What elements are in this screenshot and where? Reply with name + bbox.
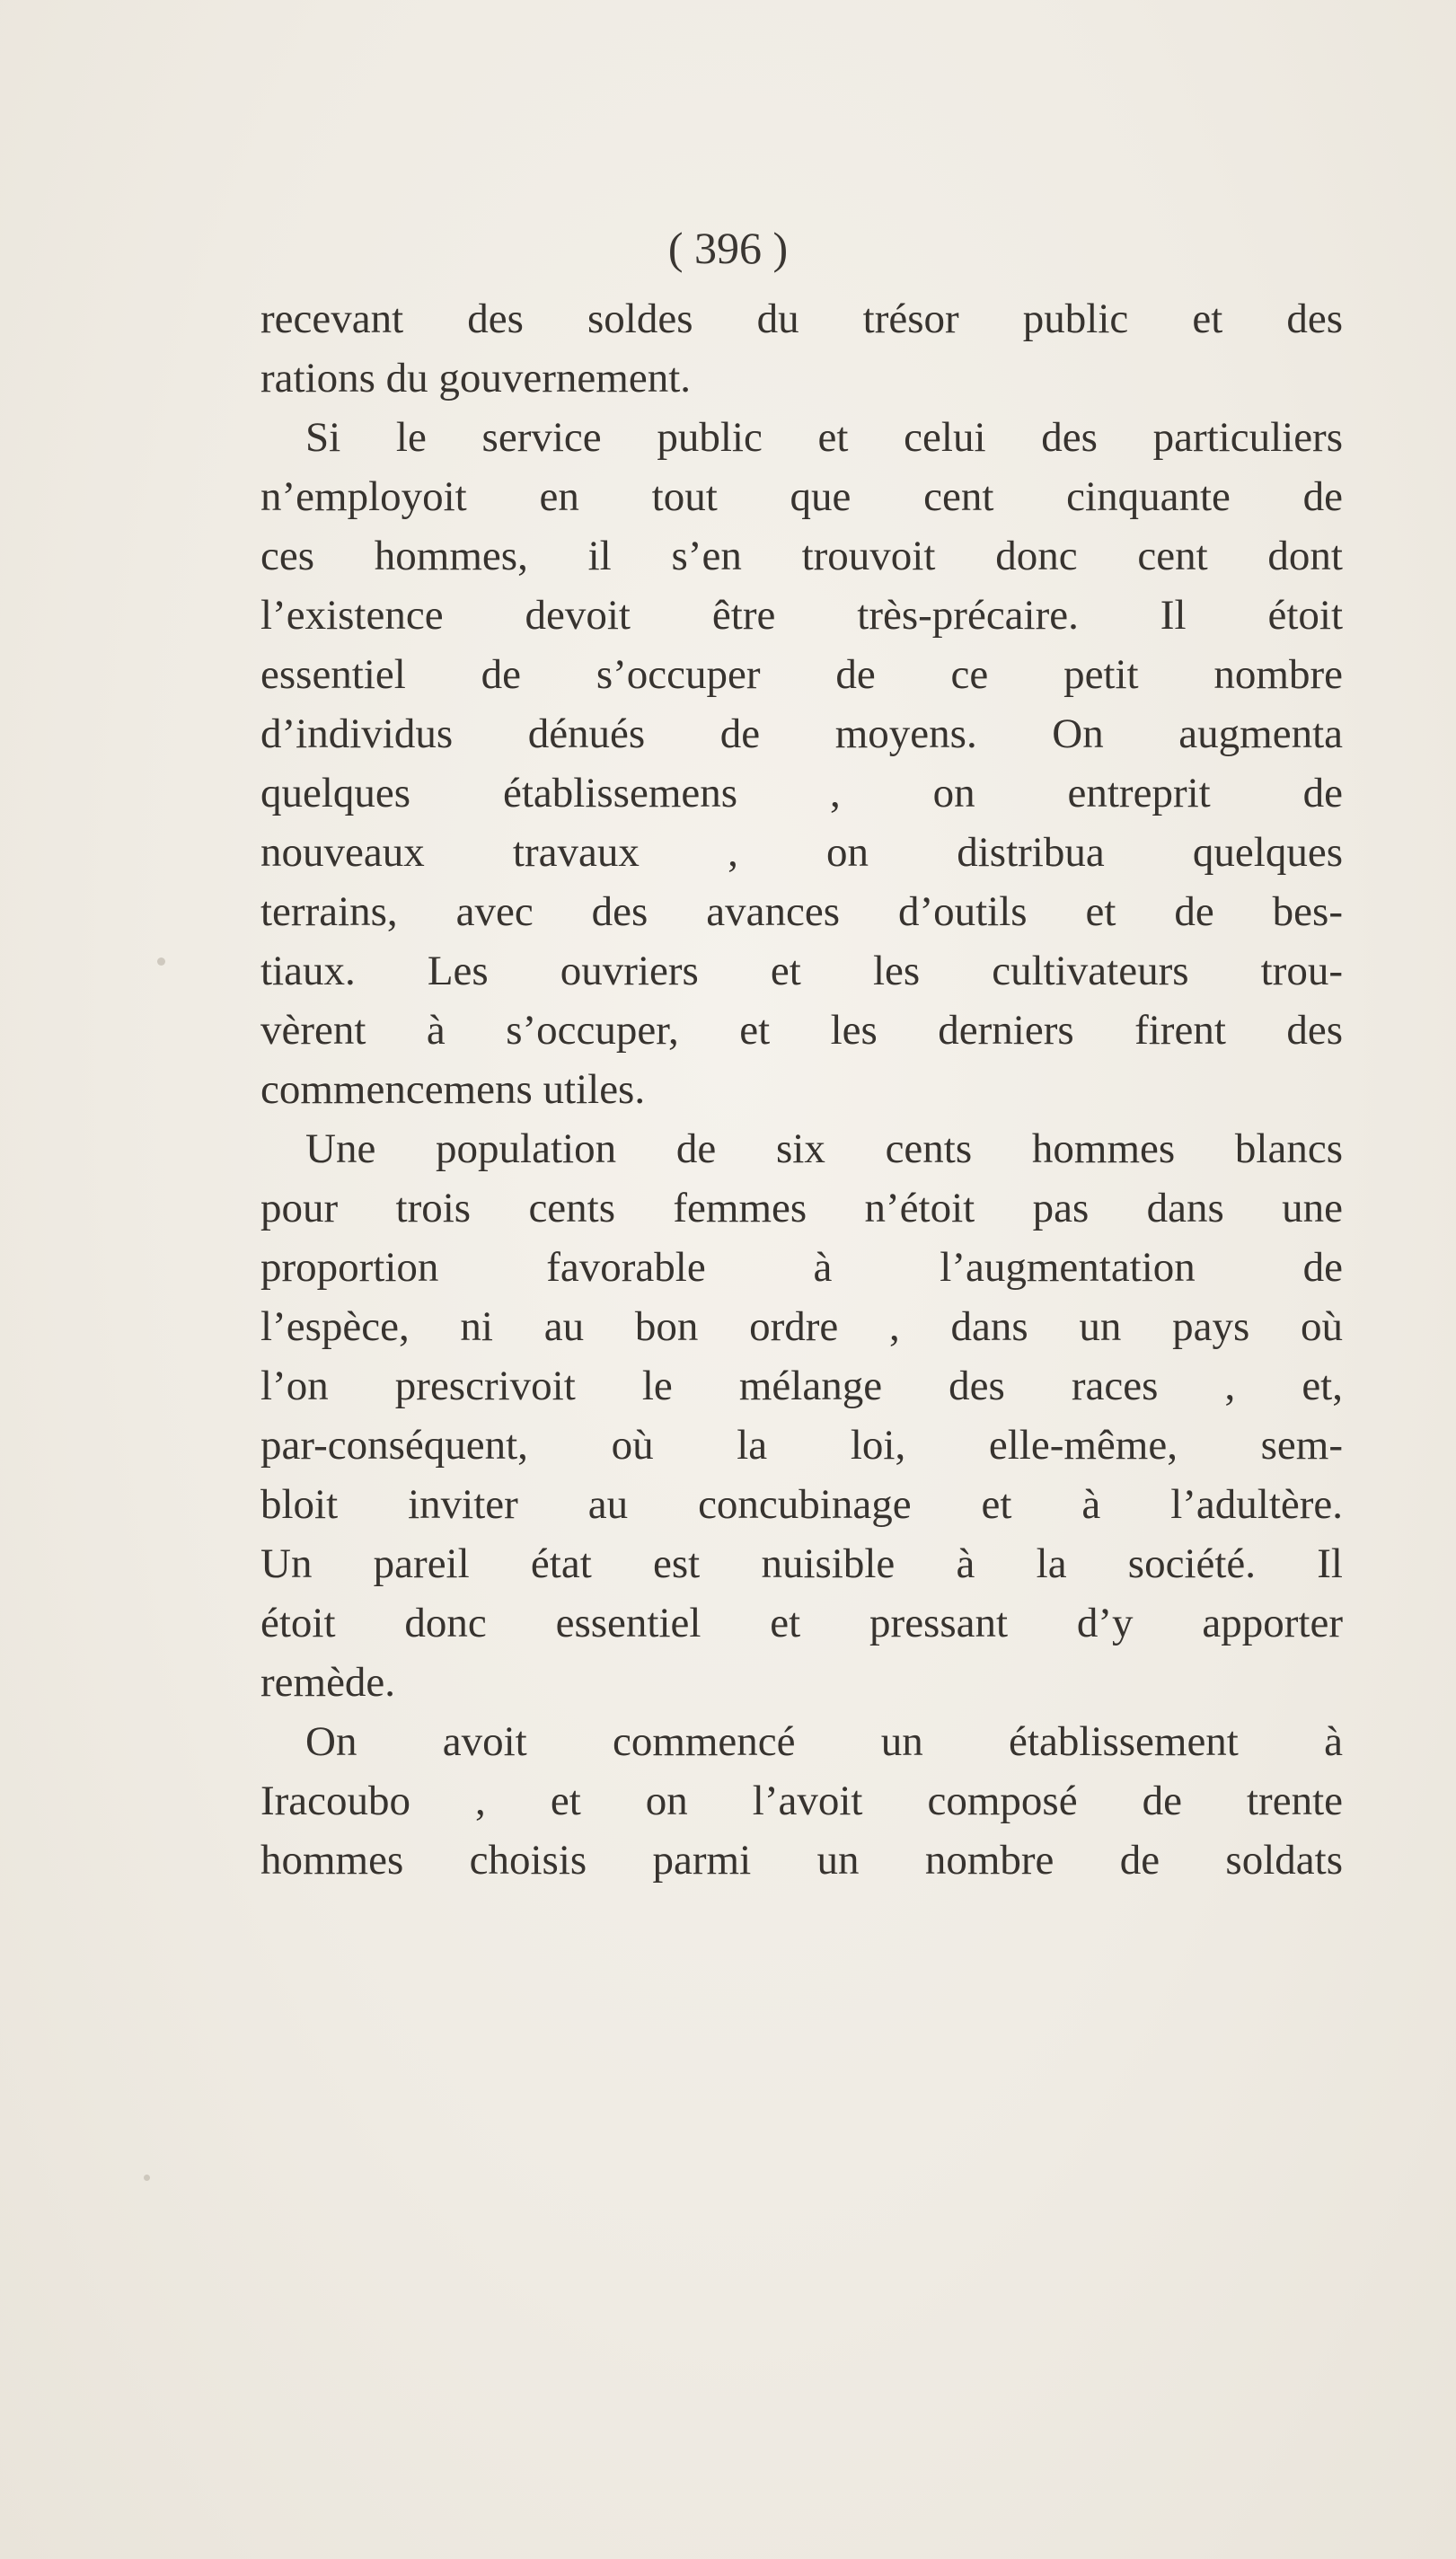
text-line: vèrent à s’occuper, et les derniers firent des xyxy=(260,1007,1343,1054)
text-line: l’on prescrivoit le mélange des races , et, xyxy=(260,1363,1343,1409)
body-text xyxy=(260,289,1343,1890)
text-line: recevant des soldes du trésor public et des xyxy=(260,296,1343,342)
text-line: n’employoit en tout que cent cinquante de xyxy=(260,473,1343,520)
text-line: proportion favorable à l’augmentation de xyxy=(260,1244,1343,1291)
text-line: remède. xyxy=(260,1659,396,1706)
text-line: quelques établissemens , on entreprit de xyxy=(260,770,1343,816)
text-line: étoit donc essentiel et pressant d’y apporter xyxy=(260,1600,1343,1646)
text-line: bloit inviter au concubinage et à l’adultère. xyxy=(260,1481,1343,1528)
text-line: l’espèce, ni au bon ordre , dans un pays où xyxy=(260,1303,1343,1350)
text-line: l’existence devoit être très-précaire. Il étoit xyxy=(260,592,1343,639)
text-line: essentiel de s’occuper de ce petit nombre xyxy=(260,651,1343,698)
text-line: Une population de six cents hommes blancs xyxy=(305,1125,1343,1172)
text-line: On avoit commencé un établissement à xyxy=(305,1718,1343,1765)
paper-speck xyxy=(157,957,165,966)
text-line: Iracoubo , et on l’avoit composé de trente xyxy=(260,1778,1343,1824)
text-line: terrains, avec des avances d’outils et de bes- xyxy=(260,888,1343,935)
text-line: ces hommes, il s’en trouvoit donc cent dont xyxy=(260,533,1343,579)
text-line: hommes choisis parmi un nombre de soldats xyxy=(260,1837,1343,1884)
page-number: ( 396 ) xyxy=(667,223,789,273)
text-line: pour trois cents femmes n’étoit pas dans une xyxy=(260,1185,1343,1231)
text-line: Un pareil état est nuisible à la société. Il xyxy=(260,1540,1343,1587)
text-line: d’individus dénués de moyens. On augmenta xyxy=(260,710,1343,757)
text-line: commencemens utiles. xyxy=(260,1066,646,1113)
text-line: nouveaux travaux , on distribua quelques xyxy=(260,829,1343,876)
text-line: par-conséquent, où la loi, elle-même, sem- xyxy=(260,1422,1343,1469)
paper-speck xyxy=(144,2175,150,2181)
text-line: Si le service public et celui des particuliers xyxy=(305,414,1343,461)
text-line: rations du gouvernement. xyxy=(260,355,692,401)
text-line: tiaux. Les ouvriers et les cultivateurs trou- xyxy=(260,948,1343,994)
